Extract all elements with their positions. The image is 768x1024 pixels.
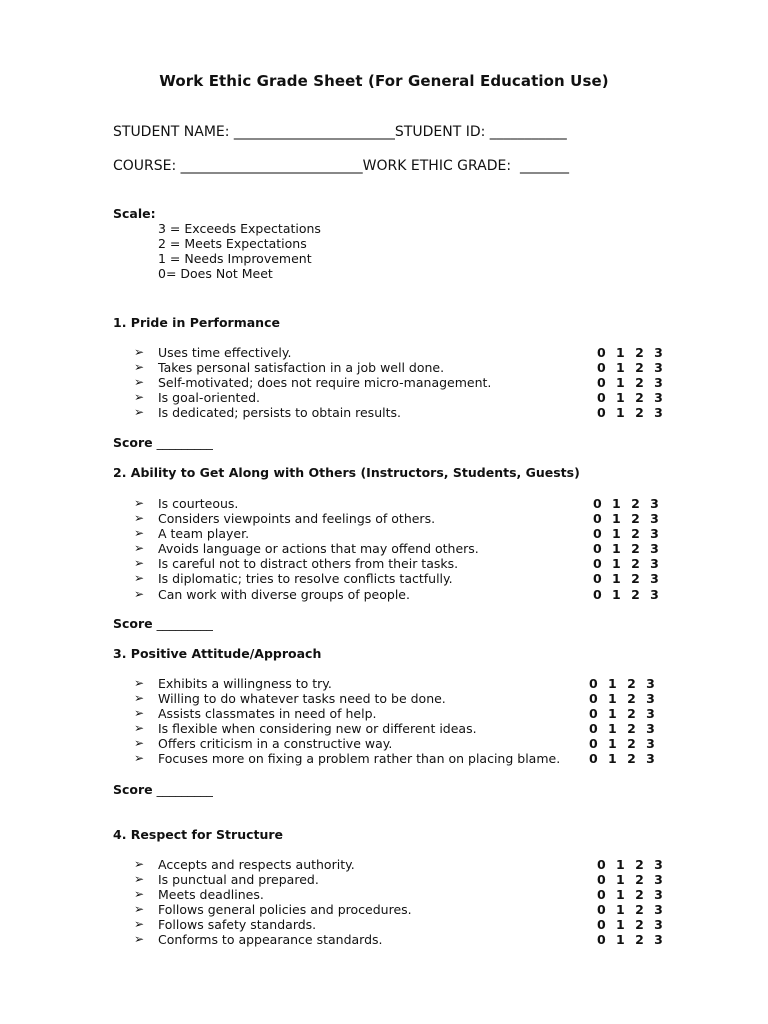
- arrowhead-bullet-icon: ➢: [134, 541, 145, 556]
- arrowhead-bullet-icon: ➢: [134, 857, 145, 871]
- score-label: Score: [113, 782, 153, 797]
- section-title: 2. Ability to Get Along with Others (Instructors, Students, Guests): [113, 465, 580, 480]
- score-blank: _________: [156, 435, 213, 450]
- rating-scale: 0 1 2 3: [589, 751, 658, 767]
- section-title: 3. Positive Attitude/Approach: [113, 646, 322, 661]
- scale-item: 2 = Meets Expectations: [158, 236, 307, 251]
- page-title: Work Ethic Grade Sheet (For General Education Use): [159, 72, 609, 90]
- scale-item: 1 = Needs Improvement: [158, 251, 312, 266]
- rating-scale: 0 1 2 3: [597, 902, 666, 918]
- arrowhead-bullet-icon: ➢: [134, 751, 145, 766]
- criterion-text: Is goal-oriented.: [158, 390, 261, 406]
- arrowhead-bullet-icon: ➢: [134, 691, 145, 706]
- arrowhead-bullet-icon: ➢: [134, 511, 145, 526]
- score-label: Score: [113, 435, 153, 450]
- section-title: 1. Pride in Performance: [113, 315, 280, 330]
- course-grade-fields: COURSE: __________________________WORK ETHIC GRADE: _______: [113, 158, 569, 174]
- rating-scale: 0 1 2 3: [589, 676, 658, 691]
- arrowhead-bullet-icon: ➢: [134, 390, 145, 405]
- rating-scale: 0 1 2 3: [593, 556, 662, 572]
- rating-scale: 0 1 2 3: [593, 586, 662, 602]
- arrowhead-bullet-icon: ➢: [134, 872, 145, 887]
- criterion-text: Conforms to appearance standards.: [158, 932, 383, 948]
- arrowhead-bullet-icon: ➢: [134, 887, 145, 902]
- scale-legend: [113, 206, 321, 281]
- rating-scale: 0 1 2 3: [597, 345, 666, 360]
- rating-scale: 0 1 2 3: [597, 917, 666, 933]
- score-blank: _________: [156, 616, 213, 631]
- arrowhead-bullet-icon: ➢: [134, 586, 145, 601]
- student-name-id-fields: STUDENT NAME: _______________________STUDENT ID: ___________: [113, 124, 567, 140]
- score-label: Score: [113, 616, 153, 631]
- arrowhead-bullet-icon: ➢: [134, 526, 145, 541]
- criterion-text: Exhibits a willingness to try.: [158, 676, 332, 691]
- rating-scale: 0 1 2 3: [597, 375, 666, 391]
- criterion-text: Follows safety standards.: [158, 917, 317, 933]
- criterion-text: A team player.: [158, 526, 250, 542]
- rating-scale: 0 1 2 3: [597, 405, 666, 421]
- rating-scale: 0 1 2 3: [589, 736, 658, 752]
- criterion-text: Accepts and respects authority.: [158, 857, 355, 872]
- scale-item: 3 = Exceeds Expectations: [158, 221, 321, 236]
- rating-scale: 0 1 2 3: [597, 872, 666, 888]
- score-line: [113, 782, 213, 797]
- criterion-text: Is punctual and prepared.: [158, 872, 319, 888]
- score-blank: _________: [156, 782, 213, 797]
- rating-scale: 0 1 2 3: [597, 360, 666, 376]
- criterion-text: Assists classmates in need of help.: [158, 706, 377, 722]
- arrowhead-bullet-icon: ➢: [134, 721, 145, 736]
- criterion-text: Is flexible when considering new or different ideas.: [158, 721, 477, 737]
- arrowhead-bullet-icon: ➢: [134, 676, 145, 690]
- rating-scale: 0 1 2 3: [589, 706, 658, 722]
- criterion-text: Follows general policies and procedures.: [158, 902, 412, 918]
- criterion-text: Is courteous.: [158, 496, 239, 511]
- rating-scale: 0 1 2 3: [589, 721, 658, 737]
- criterion-text: Is careful not to distract others from their tasks.: [158, 556, 459, 572]
- arrowhead-bullet-icon: ➢: [134, 706, 145, 721]
- criterion-text: Considers viewpoints and feelings of others.: [158, 511, 436, 527]
- arrowhead-bullet-icon: ➢: [134, 902, 145, 917]
- rating-scale: 0 1 2 3: [593, 571, 662, 587]
- scale-item: 0= Does Not Meet: [158, 266, 273, 281]
- arrowhead-bullet-icon: ➢: [134, 405, 145, 420]
- criterion-text: Can work with diverse groups of people.: [158, 586, 410, 602]
- arrowhead-bullet-icon: ➢: [134, 736, 145, 751]
- rating-scale: 0 1 2 3: [597, 887, 666, 903]
- criterion-text: Is dedicated; persists to obtain results.: [158, 405, 401, 421]
- criterion-text: Meets deadlines.: [158, 887, 264, 903]
- rating-scale: 0 1 2 3: [593, 526, 662, 542]
- arrowhead-bullet-icon: ➢: [134, 496, 145, 510]
- section-title: 4. Respect for Structure: [113, 827, 284, 842]
- rating-scale: 0 1 2 3: [597, 390, 666, 406]
- criterion-text: Focuses more on fixing a problem rather than on placing blame.: [158, 751, 561, 767]
- criterion-text: Uses time effectively.: [158, 345, 292, 360]
- rating-scale: 0 1 2 3: [589, 691, 658, 707]
- arrowhead-bullet-icon: ➢: [134, 556, 145, 571]
- criterion-text: Offers criticism in a constructive way.: [158, 736, 393, 752]
- criterion-text: Avoids language or actions that may offend others.: [158, 541, 479, 557]
- rating-scale: 0 1 2 3: [597, 857, 666, 872]
- arrowhead-bullet-icon: ➢: [134, 917, 145, 932]
- score-line: [113, 435, 213, 450]
- arrowhead-bullet-icon: ➢: [134, 932, 145, 947]
- rating-scale: 0 1 2 3: [593, 511, 662, 527]
- criterion-text: Willing to do whatever tasks need to be done.: [158, 691, 446, 707]
- criterion-text: Self-motivated; does not require micro-management.: [158, 375, 492, 391]
- arrowhead-bullet-icon: ➢: [134, 571, 145, 586]
- score-line: [113, 616, 213, 631]
- arrowhead-bullet-icon: ➢: [134, 345, 145, 359]
- rating-scale: 0 1 2 3: [593, 496, 662, 511]
- criterion-text: Takes personal satisfaction in a job well done.: [158, 360, 445, 376]
- rating-scale: 0 1 2 3: [597, 932, 666, 948]
- arrowhead-bullet-icon: ➢: [134, 360, 145, 375]
- arrowhead-bullet-icon: ➢: [134, 375, 145, 390]
- scale-label: Scale:: [113, 206, 156, 221]
- criterion-text: Is diplomatic; tries to resolve conflicts tactfully.: [158, 571, 453, 587]
- rating-scale: 0 1 2 3: [593, 541, 662, 557]
